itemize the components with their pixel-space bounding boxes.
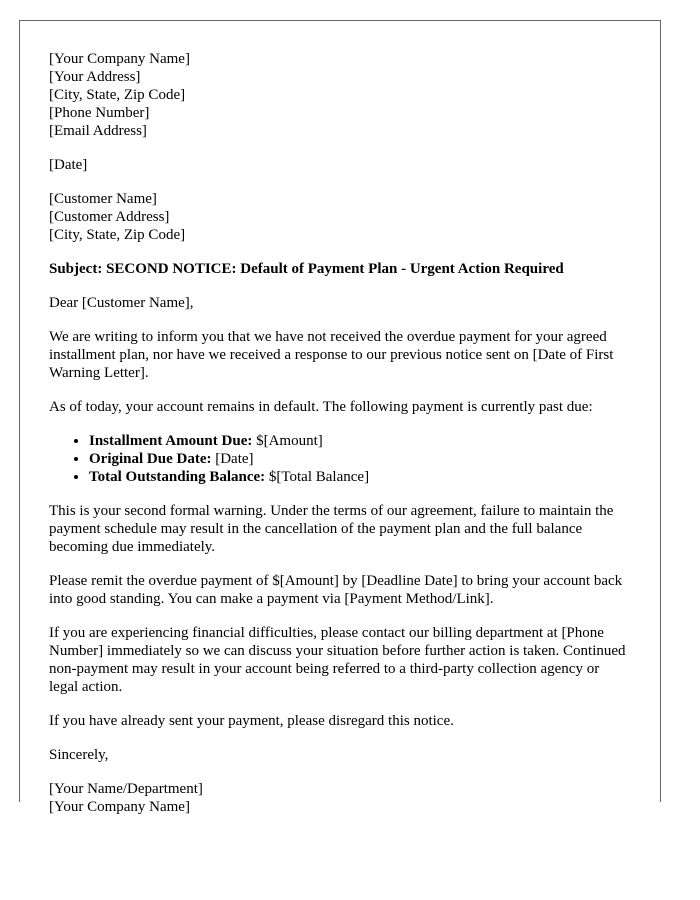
recipient-name: [Customer Name] [49, 191, 157, 207]
remit-paragraph: Please remit the overdue payment of $[Amount] by [Deadline Date] to bring your account back into good standing. You can make a payment via [Payment Method/Link]. [49, 573, 623, 607]
recipient-city-state-zip: [City, State, Zip Code] [49, 227, 186, 243]
list-item [89, 450, 631, 468]
disregard-paragraph: If you have already sent your payment, please disregard this notice. [49, 713, 454, 729]
sender-email: [Email Address] [49, 123, 147, 139]
detail-label: Total Outstanding Balance: [89, 469, 266, 485]
detail-value: [Date] [211, 451, 254, 467]
detail-label: Installment Amount Due: [89, 433, 253, 449]
sender-phone: [Phone Number] [49, 105, 150, 121]
detail-value: $[Amount] [252, 433, 323, 449]
letter-content [20, 21, 660, 816]
closing: Sincerely, [49, 747, 109, 763]
subject-line: Subject: SECOND NOTICE: Default of Payment Plan - Urgent Action Required [49, 261, 564, 277]
difficulty-paragraph: If you are experiencing financial difficulties, please contact our billing department at [Phone Number] immediately so we can discuss your situation before further action is taken. Continued non-payment may result in your account being referred to a third-party collection agency or legal action. [49, 625, 626, 695]
letter-page [19, 20, 661, 815]
sender-company-name: [Your Company Name] [49, 51, 190, 67]
signature-block [49, 780, 631, 816]
sender-city-state-zip: [City, State, Zip Code] [49, 87, 186, 103]
recipient-address: [Customer Address] [49, 209, 170, 225]
recipient-address-block [49, 190, 631, 244]
intro-paragraph: We are writing to inform you that we have not received the overdue payment for your agreed installment plan, nor have we received a response to our previous notice sent on [Date of First Warning Letter]. [49, 329, 614, 381]
detail-value: $[Total Balance] [265, 469, 370, 485]
signature-company-name: [Your Company Name] [49, 799, 190, 815]
signature-name-department: [Your Name/Department] [49, 781, 203, 797]
detail-label: Original Due Date: [89, 451, 212, 467]
salutation: Dear [Customer Name], [49, 295, 194, 311]
list-item [89, 468, 631, 486]
sender-address-block [49, 50, 631, 140]
letter-date: [Date] [49, 157, 88, 173]
status-paragraph: As of today, your account remains in default. The following payment is currently past due: [49, 399, 593, 415]
list-item [89, 432, 631, 450]
warning-paragraph: This is your second formal warning. Under the terms of our agreement, failure to maintain the payment schedule may result in the cancellation of the payment plan and the full balance becoming due immediately. [49, 503, 614, 555]
past-due-details-list [49, 432, 631, 486]
sender-address: [Your Address] [49, 69, 141, 85]
